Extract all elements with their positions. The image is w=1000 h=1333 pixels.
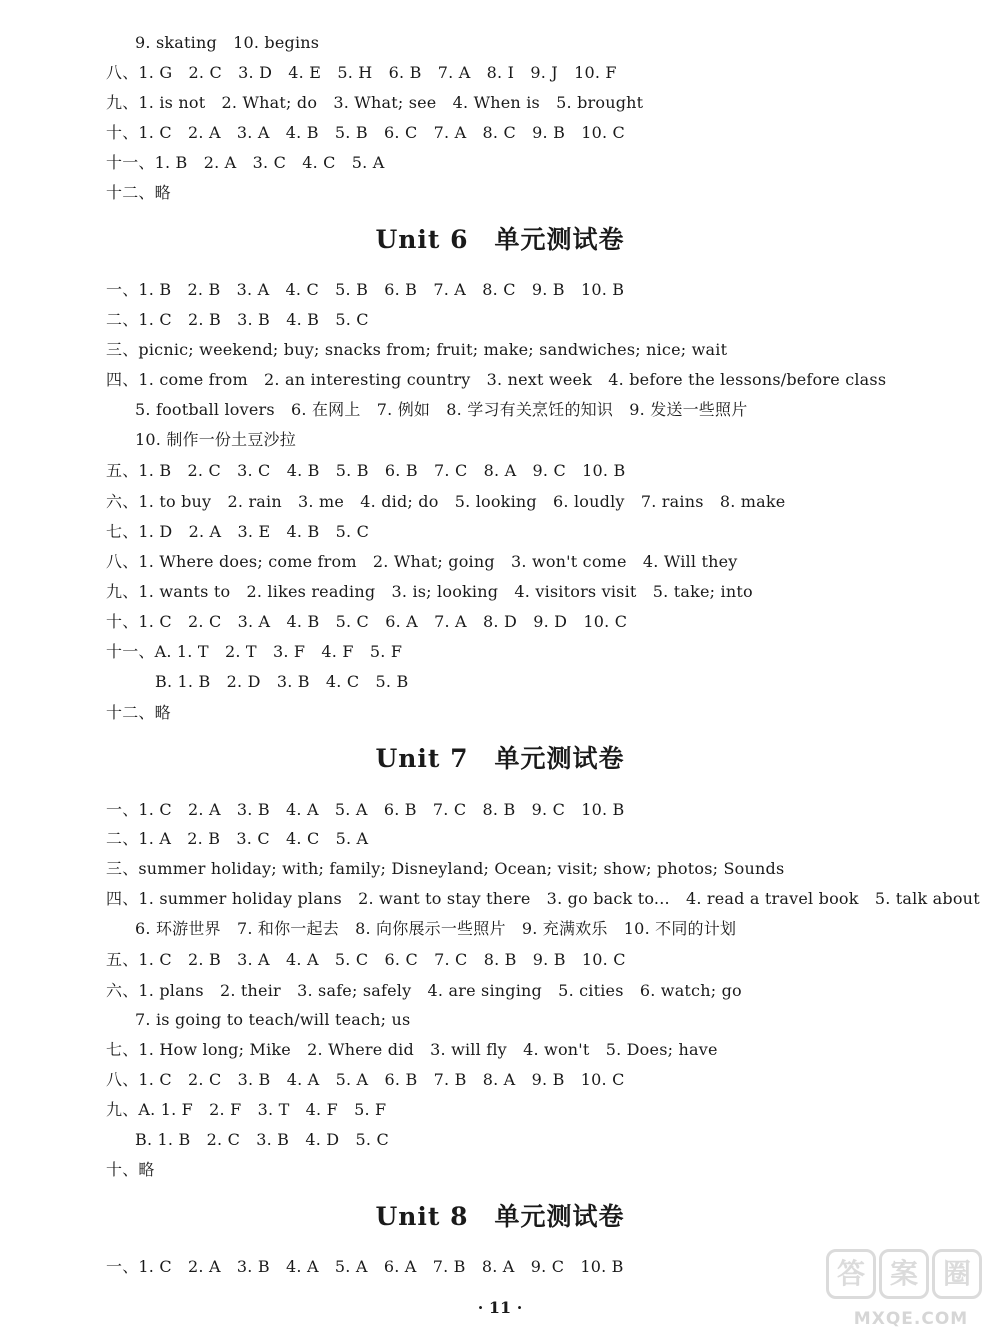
answer-line: 六、1. plans 2. their 3. safe; safely 4. are singing 5. cities 6. watch; go	[106, 981, 742, 1000]
answer-line: 5. football lovers 6. 在网上 7. 例如 8. 学习有关烹饪的知识 9. 发送一些照片	[135, 400, 748, 419]
answer-line: 九、1. wants to 2. likes reading 3. is; looking 4. visitors visit 5. take; into	[106, 582, 753, 601]
section-heading-unit6: Unit 6 单元测试卷	[375, 225, 625, 254]
answer-line: 九、1. is not 2. What; do 3. What; see 4. When is 5. brought	[106, 93, 644, 112]
answer-line: 7. is going to teach/will teach; us	[135, 1010, 411, 1029]
answer-line: 二、1. C 2. B 3. B 4. B 5. C	[106, 310, 369, 329]
answer-line: 三、summer holiday; with; family; Disneyland; Ocean; visit; show; photos; Sounds	[106, 859, 785, 878]
watermark-logo-char: 圈	[932, 1249, 982, 1299]
answer-line: 十、1. C 2. C 3. A 4. B 5. C 6. A 7. A 8. D 9. D 10. C	[106, 612, 628, 631]
answer-line: 一、1. C 2. A 3. B 4. A 5. A 6. B 7. C 8. B 9. C 10. B	[106, 800, 625, 819]
page-number: · 11 ·	[477, 1298, 523, 1317]
answer-line: 七、1. D 2. A 3. E 4. B 5. C	[106, 522, 370, 541]
watermark-logo-char: 案	[879, 1249, 929, 1299]
answer-line: 十二、略	[106, 183, 171, 202]
section-heading-unit7: Unit 7 单元测试卷	[375, 744, 625, 773]
answer-line: 九、A. 1. F 2. F 3. T 4. F 5. F	[106, 1100, 387, 1119]
answer-line: 一、1. C 2. A 3. B 4. A 5. A 6. A 7. B 8. A 9. C 10. B	[106, 1257, 624, 1276]
answer-line: 五、1. B 2. C 3. C 4. B 5. B 6. B 7. C 8. A 9. C 10. B	[106, 461, 626, 480]
watermark-logo	[826, 1249, 985, 1299]
watermark-logo-char: 答	[826, 1249, 876, 1299]
answer-line: 一、1. B 2. B 3. A 4. C 5. B 6. B 7. A 8. C 9. B 10. B	[106, 280, 625, 299]
answer-line: 十一、A. 1. T 2. T 3. F 4. F 5. F	[106, 642, 403, 661]
answer-line: 9. skating 10. begins	[135, 33, 320, 52]
answer-line: 八、1. G 2. C 3. D 4. E 5. H 6. B 7. A 8. I 9. J 10. F	[106, 63, 617, 82]
watermark-url: MXQE.COM	[853, 1309, 969, 1329]
section-heading-unit8: Unit 8 单元测试卷	[375, 1202, 625, 1231]
answer-line: 三、picnic; weekend; buy; snacks from; fruit; make; sandwiches; nice; wait	[106, 340, 728, 359]
answer-line: 十二、略	[106, 703, 171, 722]
answer-line: 10. 制作一份土豆沙拉	[135, 430, 296, 449]
answer-line: 八、1. Where does; come from 2. What; going 3. won't come 4. Will they	[106, 552, 738, 571]
answer-line: 6. 环游世界 7. 和你一起去 8. 向你展示一些照片 9. 充满欢乐 10. 不同的计划	[135, 919, 737, 938]
answer-line: B. 1. B 2. D 3. B 4. C 5. B	[155, 672, 409, 691]
watermark	[826, 1249, 996, 1329]
answer-line: 四、1. come from 2. an interesting country 3. next week 4. before the lessons/before class	[106, 370, 887, 389]
answer-line: 六、1. to buy 2. rain 3. me 4. did; do 5. looking 6. loudly 7. rains 8. make	[106, 492, 786, 511]
answer-line: B. 1. B 2. C 3. B 4. D 5. C	[135, 1130, 389, 1149]
answer-line: 十、1. C 2. A 3. A 4. B 5. B 6. C 7. A 8. C 9. B 10. C	[106, 123, 626, 142]
answer-line: 四、1. summer holiday plans 2. want to stay there 3. go back to... 4. read a travel book 5. talk about	[106, 889, 980, 908]
answer-line: 十一、1. B 2. A 3. C 4. C 5. A	[106, 153, 385, 172]
answer-line: 八、1. C 2. C 3. B 4. A 5. A 6. B 7. B 8. A 9. B 10. C	[106, 1070, 625, 1089]
answer-line: 十、略	[106, 1160, 155, 1179]
answer-line: 七、1. How long; Mike 2. Where did 3. will fly 4. won't 5. Does; have	[106, 1040, 718, 1059]
answer-line: 二、1. A 2. B 3. C 4. C 5. A	[106, 829, 369, 848]
answer-line: 五、1. C 2. B 3. A 4. A 5. C 6. C 7. C 8. B 9. B 10. C	[106, 950, 626, 969]
